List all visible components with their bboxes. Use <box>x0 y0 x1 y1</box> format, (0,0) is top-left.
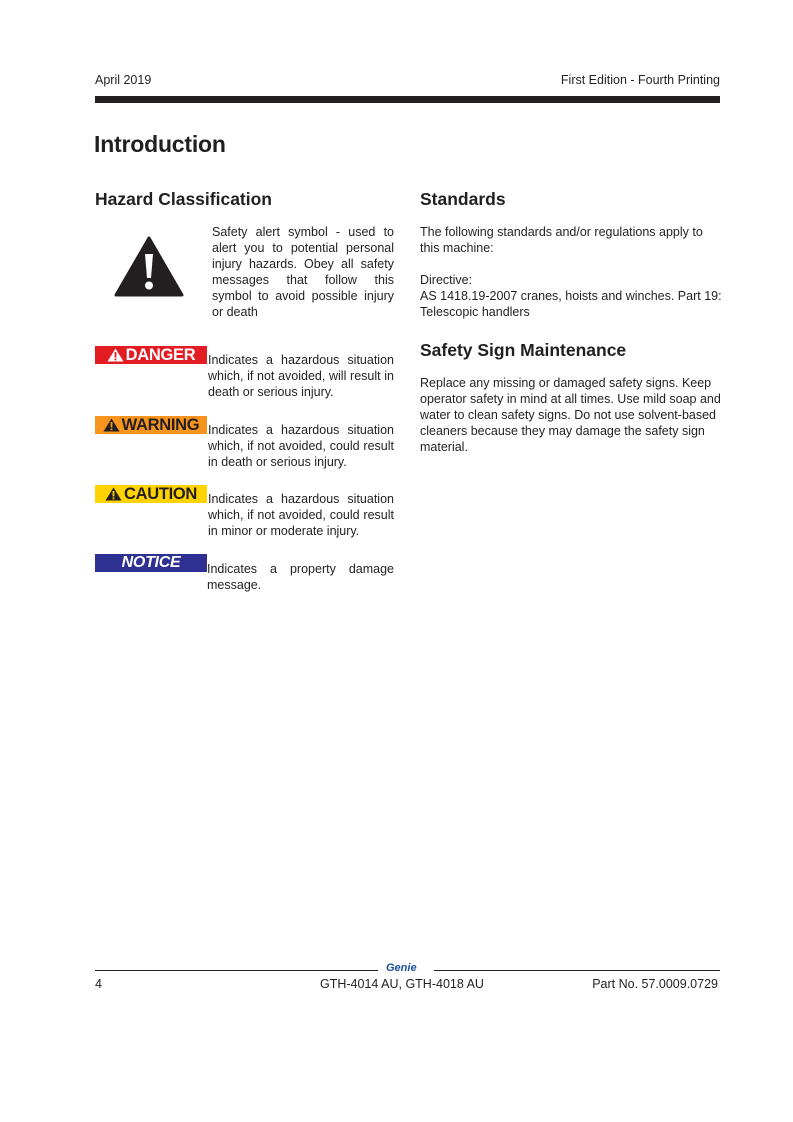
directive-label: Directive: <box>420 273 473 287</box>
footer-part-number: Part No. 57.0009.0729 <box>592 977 718 991</box>
caution-label: CAUTION <box>123 484 198 503</box>
danger-sign <box>95 346 207 364</box>
page-number: 4 <box>95 977 102 991</box>
genie-logo: Genie <box>386 962 417 974</box>
warning-description: Indicates a hazardous situation which, if not avoided, could result in death or serious injury. <box>208 423 394 469</box>
standards-heading: Standards <box>420 189 506 209</box>
maintenance-text: Replace any missing or damaged safety signs. Keep operator safety in mind at all times. Use mild soap and water to clean safety signs. Do not use solvent-based cleaners because they may damage the safety sign material. <box>420 376 721 454</box>
notice-label: NOTICE <box>121 554 181 571</box>
caution-sign <box>95 485 207 503</box>
footer-rule-left <box>95 970 378 971</box>
header-rule <box>95 96 720 103</box>
hazard-heading: Hazard Classification <box>95 189 272 209</box>
directive-text: AS 1418.19-2007 cranes, hoists and winches. Part 19: Telescopic handlers <box>420 289 722 319</box>
notice-sign <box>95 554 207 572</box>
header-date: April 2019 <box>95 73 152 87</box>
maintenance-heading: Safety Sign Maintenance <box>420 340 627 360</box>
caution-alert-icon <box>105 487 122 501</box>
caution-description: Indicates a hazardous situation which, if not avoided, could result in minor or moderate injury. <box>208 492 394 538</box>
warning-sign <box>95 416 207 434</box>
page-title: Introduction <box>94 131 226 157</box>
warning-alert-icon <box>103 418 120 432</box>
notice-description: Indicates a property damage message. <box>207 562 394 592</box>
safety-alert-icon <box>114 236 184 297</box>
alert-description: Safety alert symbol - used to alert you to potential personal injury hazards. Obey all safety messages that follow this symbol to avoid possible injury or death <box>212 225 394 319</box>
warning-label: WARNING <box>121 415 200 434</box>
header-edition: First Edition - Fourth Printing <box>560 73 720 87</box>
danger-label: DANGER <box>125 345 196 364</box>
danger-description: Indicates a hazardous situation which, if not avoided, will result in death or serious injury. <box>208 353 394 399</box>
footer-rule-right <box>434 970 720 971</box>
danger-alert-icon <box>107 348 124 362</box>
standards-intro: The following standards and/or regulations apply to this machine: <box>420 225 703 255</box>
footer-models: GTH-4014 AU, GTH-4018 AU <box>320 977 484 991</box>
